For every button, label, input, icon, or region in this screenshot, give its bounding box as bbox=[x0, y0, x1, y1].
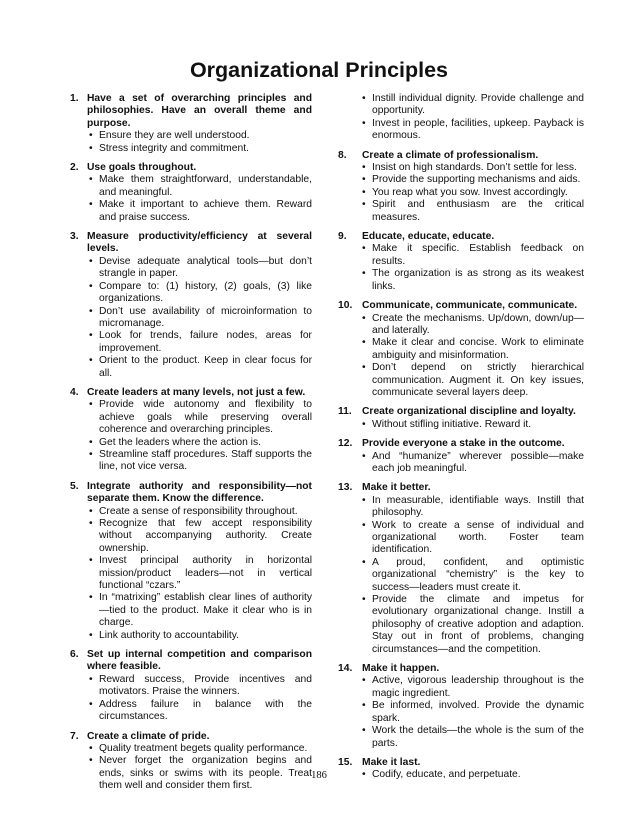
principle-number: 13. bbox=[338, 482, 353, 494]
principle-heading-text: Set up internal competition and comparison where feasible. bbox=[87, 649, 312, 673]
left-column bbox=[70, 93, 312, 800]
principle-item bbox=[70, 481, 312, 642]
bullet-item: • Quality treatment begets quality performance. bbox=[70, 743, 312, 755]
principle-heading bbox=[338, 438, 584, 450]
principle-heading bbox=[338, 757, 584, 769]
bullet-item: • Spirit and enthusiasm are the critical measures. bbox=[338, 199, 584, 224]
bullet-item: • Work the details—the whole is the sum of the parts. bbox=[338, 725, 584, 750]
principle-heading-text: Make it better. bbox=[362, 482, 431, 494]
principle-heading bbox=[338, 406, 584, 418]
principle-item bbox=[338, 663, 584, 750]
principle-number: 2. bbox=[70, 162, 79, 174]
principle-item bbox=[70, 162, 312, 224]
principle-heading-text: Communicate, communicate, communicate. bbox=[362, 300, 578, 312]
principle-heading bbox=[70, 162, 312, 174]
principle-item bbox=[70, 231, 312, 380]
bullet-item: • Provide the climate and impetus for evolutionary organizational change. Instill a philosophy of creative adoption and adaption. Stay out in front of problems, changing circumstances—and the competition. bbox=[338, 594, 584, 656]
principle-item bbox=[70, 93, 312, 155]
principle-number: 3. bbox=[70, 231, 79, 243]
principle-heading-text: Measure productivity/efficiency at several levels. bbox=[87, 231, 312, 255]
bullet-item: • Recognize that few accept responsibility without accompanying authority. Create ownership. bbox=[70, 518, 312, 555]
principle-heading bbox=[70, 481, 312, 506]
principle-heading bbox=[70, 387, 312, 399]
principle-number: 6. bbox=[70, 649, 79, 661]
principle-heading bbox=[338, 231, 584, 243]
bullet-item: • Make it important to achieve them. Reward and praise success. bbox=[70, 199, 312, 224]
principle-number: 12. bbox=[338, 438, 353, 450]
bullet-item: • Don’t use availability of microinformation to micromanage. bbox=[70, 306, 312, 331]
principle-heading bbox=[338, 150, 584, 162]
bullet-item: • Codify, educate, and perpetuate. bbox=[338, 769, 584, 781]
bullet-item: • Invest principal authority in horizontal mission/product leaders—not in vertical functional “czars.” bbox=[70, 555, 312, 592]
bullet-item: • Look for trends, failure nodes, areas for improvement. bbox=[70, 330, 312, 355]
page-number: 186 bbox=[311, 770, 327, 781]
principle-heading bbox=[70, 649, 312, 674]
bullet-item: • Make it specific. Establish feedback on results. bbox=[338, 243, 584, 268]
bullet-item: • Make them straightforward, understandable, and meaningful. bbox=[70, 174, 312, 199]
principle-heading-text: Create leaders at many levels, not just a few. bbox=[87, 386, 306, 398]
principle-number: 4. bbox=[70, 386, 79, 398]
principle-number: 8. bbox=[338, 149, 347, 161]
bullet-item: • Link authority to accountability. bbox=[70, 630, 312, 642]
principle-heading-text: Create organizational discipline and loyalty. bbox=[362, 406, 576, 418]
principle-item bbox=[338, 300, 584, 399]
principle-heading bbox=[70, 93, 312, 130]
principle-heading bbox=[338, 482, 584, 494]
principle-number: 11. bbox=[338, 406, 352, 418]
principle-heading-text: Make it happen. bbox=[362, 663, 440, 675]
principle-heading-text: Create a climate of professionalism. bbox=[362, 149, 539, 161]
bullet-item: • Make it clear and concise. Work to eliminate ambiguity and misinformation. bbox=[338, 337, 584, 362]
principle-heading-text: Create a climate of pride. bbox=[87, 730, 210, 742]
principle-heading-text: Use goals throughout. bbox=[87, 162, 197, 174]
principle-heading-text: Provide everyone a stake in the outcome. bbox=[362, 438, 565, 450]
bullet-item: • Compare to: (1) history, (2) goals, (3) like organizations. bbox=[70, 281, 312, 306]
principle-number: 5. bbox=[70, 480, 79, 492]
principle-heading-text: Integrate authority and responsibility—not separate them. Know the difference. bbox=[87, 480, 312, 505]
bullet-item: • Be informed, involved. Provide the dynamic spark. bbox=[338, 700, 584, 725]
principle-heading-text: Educate, educate, educate. bbox=[362, 231, 495, 243]
principle-heading-text: Make it last. bbox=[362, 756, 421, 768]
bullet-item: • The organization is as strong as its weakest links. bbox=[338, 268, 584, 293]
principle-number: 1. bbox=[70, 93, 79, 104]
bullet-item: • Work to create a sense of individual and organizational worth. Foster team identification. bbox=[338, 520, 584, 557]
page-title: Organizational Principles bbox=[189, 58, 449, 82]
bullet-item: • Never forget the organization begins and ends, sinks or swims with its people. Treat them well and consider them first. bbox=[70, 755, 312, 792]
principle-item bbox=[338, 438, 584, 475]
principle-heading bbox=[70, 731, 312, 743]
bullet-item: • Without stifling initiative. Reward it. bbox=[338, 419, 584, 431]
bullet-item: • A proud, confident, and optimistic organizational “chemistry” is the key to success—leaders must create it. bbox=[338, 557, 584, 594]
bullet-item: • Stress integrity and commitment. bbox=[70, 143, 312, 155]
principle-item bbox=[70, 387, 312, 474]
bullet-item: • Insist on high standards. Don’t settle for less. bbox=[338, 162, 584, 174]
bullet-item: • Get the leaders where the action is. bbox=[70, 437, 312, 449]
principle-item bbox=[338, 406, 584, 431]
principle-number: 14. bbox=[338, 663, 353, 675]
principle-item bbox=[338, 150, 584, 224]
bullet-item: • Create the mechanisms. Up/down, down/up—and laterally. bbox=[338, 313, 584, 338]
bullet-item: • Address failure in balance with the circumstances. bbox=[70, 699, 312, 724]
principle-item bbox=[338, 482, 584, 656]
right-column bbox=[338, 93, 584, 789]
continued-bullets bbox=[338, 93, 584, 143]
principle-item bbox=[70, 649, 312, 723]
principle-heading bbox=[70, 231, 312, 256]
principle-number: 9. bbox=[338, 231, 347, 243]
bullet-item: • Streamline staff procedures. Staff supports the line, not vice versa. bbox=[70, 449, 312, 474]
principle-heading-text: Have a set of overarching principles and philosophies. Have an overall theme and purpose. bbox=[87, 93, 312, 129]
bullet-item: • Don’t depend on strictly hierarchical communication. Augment it. On key issues, communicate several layers deep. bbox=[338, 362, 584, 399]
bullet-item: • And “humanize” wherever possible—make each job meaningful. bbox=[338, 451, 584, 476]
bullet-item: • Create a sense of responsibility throughout. bbox=[70, 506, 312, 518]
principle-number: 15. bbox=[338, 756, 353, 768]
bullet-item: • Instill individual dignity. Provide challenge and opportunity. bbox=[338, 93, 584, 118]
bullet-item: • Reward success, Provide incentives and motivators. Praise the winners. bbox=[70, 674, 312, 699]
bullet-item: • Devise adequate analytical tools—but don’t strangle in paper. bbox=[70, 256, 312, 281]
bullet-item: • In “matrixing” establish clear lines of authority—tied to the product. Make it clear who is in charge. bbox=[70, 592, 312, 629]
bullet-item: • Invest in people, facilities, upkeep. Payback is enormous. bbox=[338, 118, 584, 143]
bullet-item: • Active, vigorous leadership throughout is the magic ingredient. bbox=[338, 675, 584, 700]
principle-heading bbox=[338, 300, 584, 312]
bullet-item: • You reap what you sow. Invest accordingly. bbox=[338, 187, 584, 199]
bullet-item: • Orient to the product. Keep in clear focus for all. bbox=[70, 355, 312, 380]
bullet-item: • Provide wide autonomy and flexibility to achieve goals while preserving overall coherence and overarching principles. bbox=[70, 399, 312, 436]
bullet-item: • In measurable, identifiable ways. Instill that philosophy. bbox=[338, 495, 584, 520]
bullet-item: • Ensure they are well understood. bbox=[70, 130, 312, 142]
principle-item bbox=[338, 231, 584, 293]
principle-item bbox=[70, 731, 312, 793]
principle-number: 7. bbox=[70, 730, 79, 742]
principle-heading bbox=[338, 663, 584, 675]
principle-number: 10. bbox=[338, 300, 353, 312]
bullet-item: • Provide the supporting mechanisms and aids. bbox=[338, 174, 584, 186]
